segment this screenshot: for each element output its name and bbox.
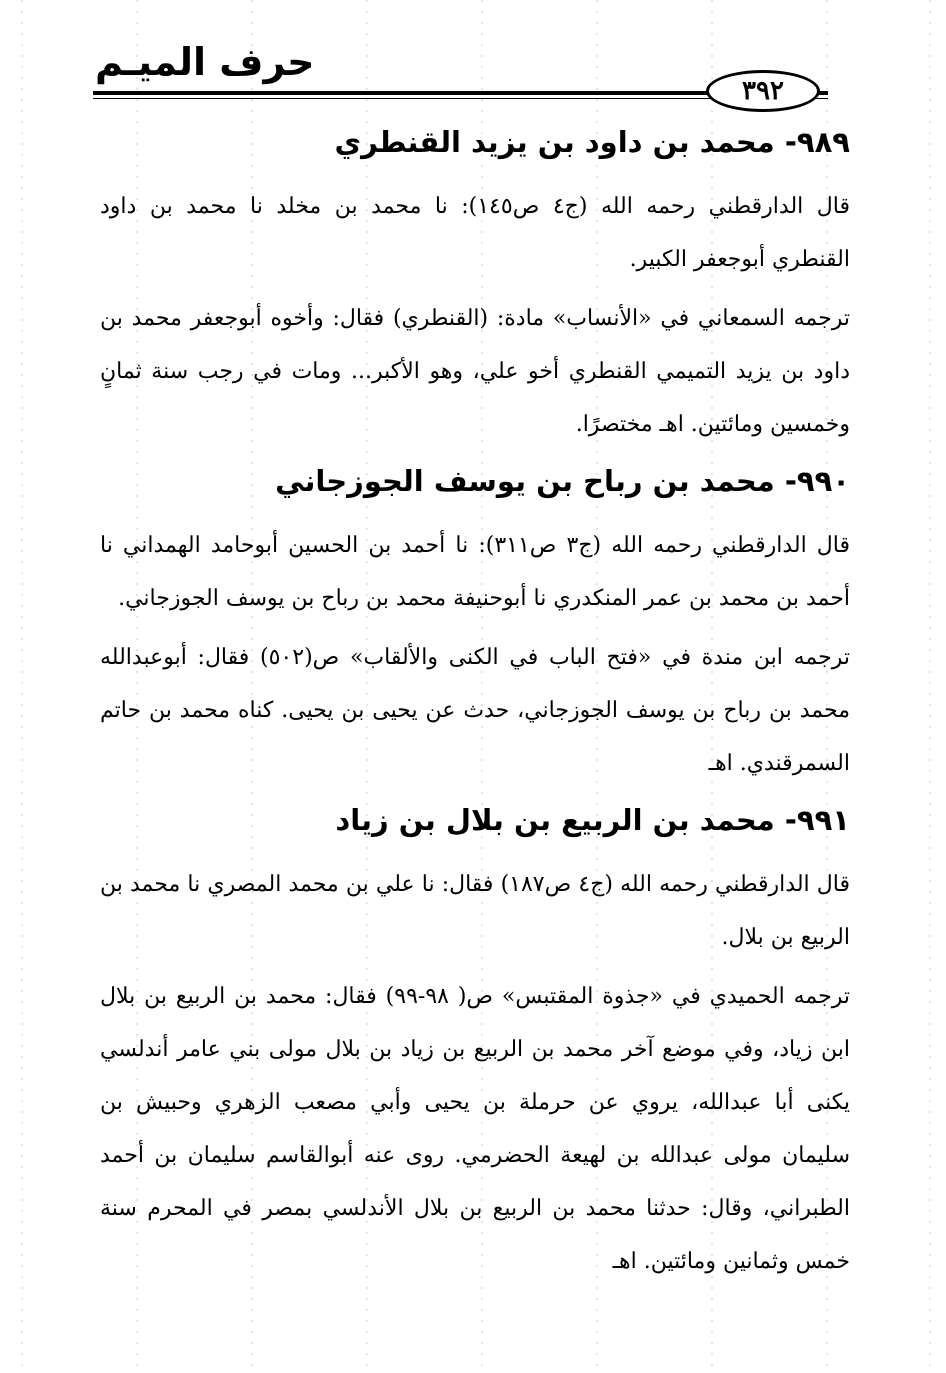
page-number: ٣٩٢: [706, 70, 820, 112]
entry-990: [100, 457, 850, 790]
page-body: [100, 118, 850, 1294]
entry-paragraph: ترجمه السمعاني في «الأنساب» مادة: (القنطري) فقال: وأخوه أبوجعفر محمد بن داود بن يزيد التميمي القنطري أخو علي، وهو الأكبر... ومات في رجب سنة ثمانٍ وخمسين ومائتين. اهـ مختصرًا.: [100, 306, 851, 437]
entry-paragraph: قال الدارقطني رحمه الله (ج٤ ص١٤٥): نا محمد بن مخلد نا محمد بن داود القنطري أبوجعفر الكبير.: [100, 194, 850, 272]
entry-paragraph: قال الدارقطني رحمه الله (ج٣ ص٣١١): نا أحمد بن الحسين أبوحامد الهمداني نا أحمد بن محمد بن عمر المنكدري نا أبوحنيفة محمد بن رباح بن يوسف الجوزجاني.: [100, 533, 851, 611]
entry-heading: ٩٩١- محمد بن الربيع بن بلال بن زياد: [335, 803, 850, 837]
entry-heading: ٩٩٠- محمد بن رباح بن يوسف الجوزجاني: [275, 464, 850, 498]
entry-989: [100, 118, 850, 451]
entry-paragraph: ترجمه الحميدي في «جذوة المقتبس» ص( ٩٨-٩٩) فقال: محمد بن الربيع بن بلال ابن زياد، وفي موضع آخر محمد بن الربيع بن زياد بن بلال مولى بني عامر أندلسي يكنى أبا عبدالله، يروي عن حرملة بن يحيى وأبي مصعب الزهري وحبيش بن سليمان مولى عبدالله بن لهيعة الحضرمي. روى عنه أبوالقاسم سليمان بن أحمد الطبراني، وقال: حدثنا محمد بن الربيع بن بلال الأندلسي بمصر في المحرم سنة خمس وثمانين ومائتين. اهـ: [100, 984, 850, 1274]
entry-paragraph: ترجمه ابن مندة في «فتح الباب في الكنى والألقاب» ص(٥٠٢) فقال: أبوعبدالله محمد بن رباح بن يوسف الجوزجاني، حدث عن يحيى بن يحيى. كناه محمد بن حاتم السمرقندي. اهـ: [100, 645, 851, 776]
chapter-title: حرف الميـم: [95, 40, 315, 84]
entry-paragraph: قال الدارقطني رحمه الله (ج٤ ص١٨٧) فقال: نا علي بن محمد المصري نا محمد بن الربيع بن بلال.: [100, 872, 850, 950]
entry-991: [100, 796, 850, 1288]
entry-heading: ٩٨٩- محمد بن داود بن يزيد القنطري: [334, 125, 850, 159]
page-header: [0, 0, 946, 110]
